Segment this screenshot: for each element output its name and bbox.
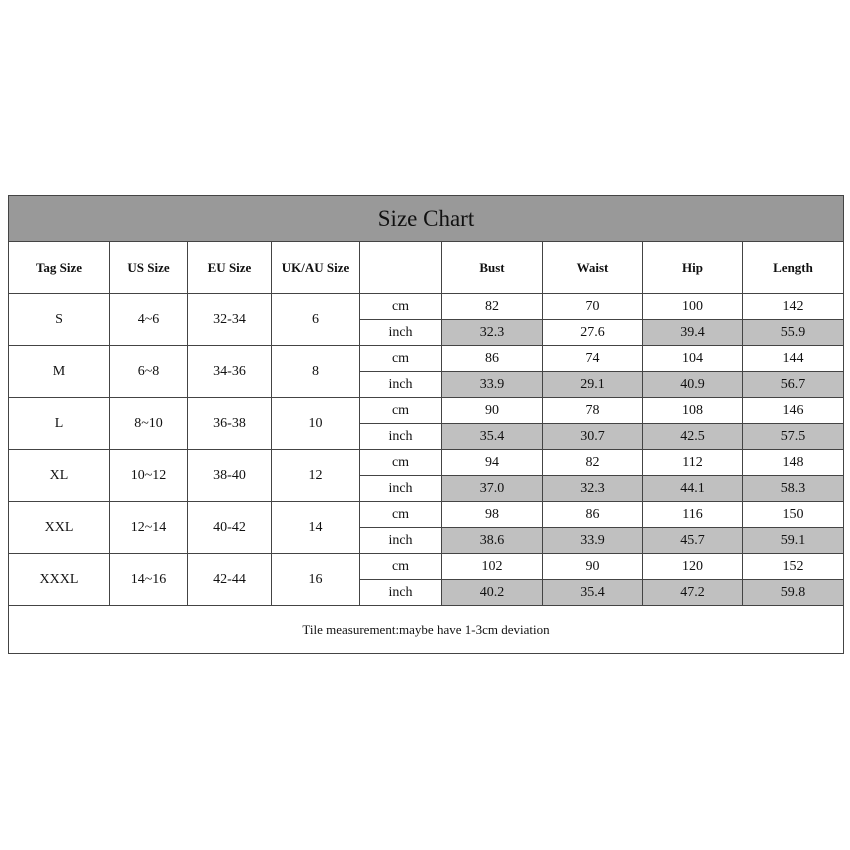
hip-cm-cell: 108 [643,398,743,424]
unit-inch-label: inch [360,372,442,398]
hip-cm-cell: 120 [643,554,743,580]
bust-cm-cell: 102 [442,554,543,580]
bust-cm-cell: 98 [442,502,543,528]
us-size-cell: 8~10 [110,398,188,450]
tag-size-cell: XL [9,450,110,502]
hip-cm-cell: 116 [643,502,743,528]
waist-inch-cell: 30.7 [543,424,643,450]
waist-inch-cell: 33.9 [543,528,643,554]
length-cm-cell: 144 [743,346,844,372]
size-chart-table [8,195,844,654]
hip-cm-cell: 104 [643,346,743,372]
waist-inch-cell: 35.4 [543,580,643,606]
header-waist: Waist [543,242,643,294]
length-inch-cell: 59.8 [743,580,844,606]
hip-inch-cell: 39.4 [643,320,743,346]
bust-cm-cell: 86 [442,346,543,372]
bust-inch-cell: 35.4 [442,424,543,450]
eu-size-cell: 32-34 [188,294,272,346]
bust-inch-cell: 37.0 [442,476,543,502]
unit-inch-label: inch [360,580,442,606]
waist-cm-cell: 82 [543,450,643,476]
bust-inch-cell: 40.2 [442,580,543,606]
hip-cm-cell: 100 [643,294,743,320]
bust-inch-cell: 33.9 [442,372,543,398]
header-bust: Bust [442,242,543,294]
uk-au-size-cell: 6 [272,294,360,346]
hip-inch-cell: 47.2 [643,580,743,606]
eu-size-cell: 34-36 [188,346,272,398]
unit-inch-label: inch [360,320,442,346]
uk-au-size-cell: 8 [272,346,360,398]
hip-cm-cell: 112 [643,450,743,476]
tag-size-cell: M [9,346,110,398]
hip-inch-cell: 40.9 [643,372,743,398]
chart-title: Size Chart [9,196,844,242]
unit-cm-label: cm [360,398,442,424]
eu-size-cell: 38-40 [188,450,272,502]
length-inch-cell: 56.7 [743,372,844,398]
unit-cm-label: cm [360,502,442,528]
unit-cm-label: cm [360,294,442,320]
us-size-cell: 14~16 [110,554,188,606]
length-cm-cell: 146 [743,398,844,424]
header-tag-size: Tag Size [9,242,110,294]
header-length: Length [743,242,844,294]
bust-cm-cell: 82 [442,294,543,320]
tag-size-cell: L [9,398,110,450]
length-inch-cell: 55.9 [743,320,844,346]
bust-inch-cell: 32.3 [442,320,543,346]
header-uk-au-size: UK/AU Size [272,242,360,294]
eu-size-cell: 40-42 [188,502,272,554]
header-eu-size: EU Size [188,242,272,294]
waist-cm-cell: 74 [543,346,643,372]
unit-cm-label: cm [360,450,442,476]
hip-inch-cell: 42.5 [643,424,743,450]
uk-au-size-cell: 10 [272,398,360,450]
uk-au-size-cell: 14 [272,502,360,554]
waist-cm-cell: 90 [543,554,643,580]
hip-inch-cell: 45.7 [643,528,743,554]
measurement-note: Tile measurement:maybe have 1-3cm deviation [9,606,844,654]
tag-size-cell: XXXL [9,554,110,606]
unit-cm-label: cm [360,346,442,372]
uk-au-size-cell: 12 [272,450,360,502]
waist-inch-cell: 32.3 [543,476,643,502]
us-size-cell: 12~14 [110,502,188,554]
waist-cm-cell: 86 [543,502,643,528]
waist-inch-cell: 29.1 [543,372,643,398]
length-cm-cell: 148 [743,450,844,476]
unit-inch-label: inch [360,528,442,554]
bust-cm-cell: 90 [442,398,543,424]
unit-inch-label: inch [360,424,442,450]
unit-cm-label: cm [360,554,442,580]
length-inch-cell: 58.3 [743,476,844,502]
us-size-cell: 10~12 [110,450,188,502]
bust-cm-cell: 94 [442,450,543,476]
header-us-size: US Size [110,242,188,294]
eu-size-cell: 36-38 [188,398,272,450]
hip-inch-cell: 44.1 [643,476,743,502]
length-cm-cell: 152 [743,554,844,580]
bust-inch-cell: 38.6 [442,528,543,554]
tag-size-cell: S [9,294,110,346]
header-hip: Hip [643,242,743,294]
header-unit [360,242,442,294]
us-size-cell: 6~8 [110,346,188,398]
us-size-cell: 4~6 [110,294,188,346]
length-cm-cell: 142 [743,294,844,320]
tag-size-cell: XXL [9,502,110,554]
unit-inch-label: inch [360,476,442,502]
uk-au-size-cell: 16 [272,554,360,606]
waist-inch-cell: 27.6 [543,320,643,346]
length-cm-cell: 150 [743,502,844,528]
waist-cm-cell: 70 [543,294,643,320]
eu-size-cell: 42-44 [188,554,272,606]
length-inch-cell: 59.1 [743,528,844,554]
length-inch-cell: 57.5 [743,424,844,450]
waist-cm-cell: 78 [543,398,643,424]
